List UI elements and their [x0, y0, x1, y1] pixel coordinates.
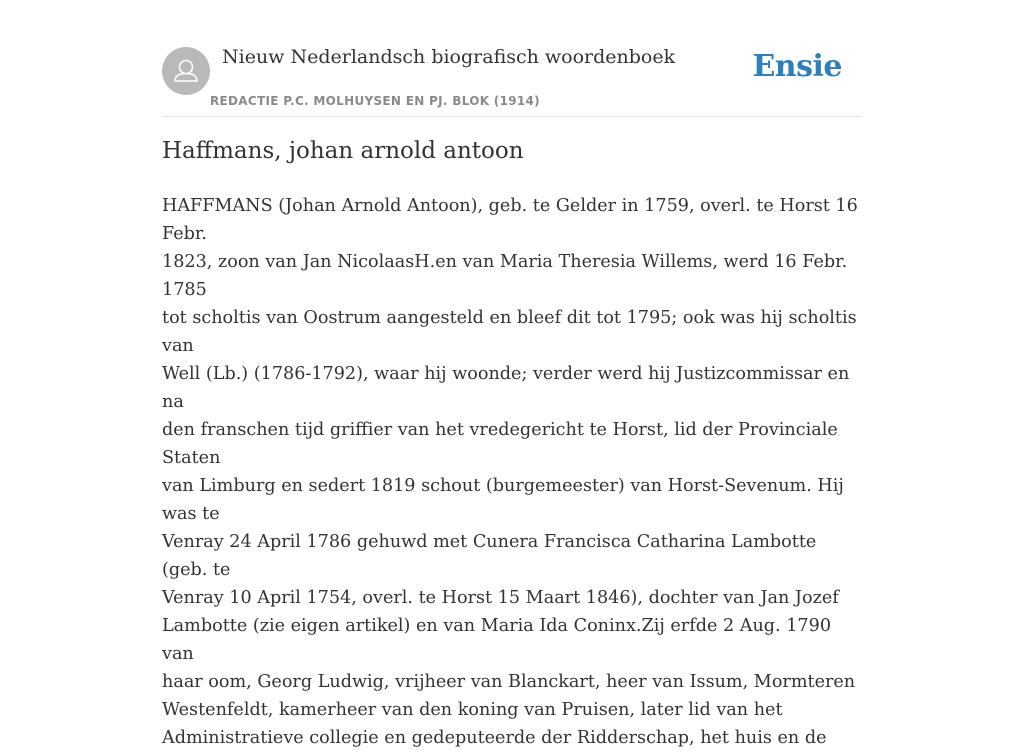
entry-line: Venray 24 April 1786 gehuwd met Cunera Francisca Catharina Lambotte (geb. te: [162, 532, 817, 580]
book-title[interactable]: Nieuw Nederlandsch biografisch woordenboek: [222, 46, 676, 68]
book-editors: REDACTIE P.C. MOLHUYSEN EN PJ. BLOK (1914): [210, 94, 540, 108]
entry-line: van Limburg en sedert 1819 schout (burgemeester) van Horst-Sevenum. Hij was te: [162, 476, 844, 524]
entry-line: Lambotte (zie eigen artikel) en van Maria Ida Coninx.Zij erfde 2 Aug. 1790 van: [162, 616, 832, 664]
entry-line: Westenfeldt, kamerheer van den koning van Pruisen, later lid van het: [162, 700, 783, 720]
entry-line: haar oom, Georg Ludwig, vrijheer van Blanckart, heer van Issum, Mormteren: [162, 672, 856, 692]
entry-body: [162, 192, 862, 752]
user-avatar-icon[interactable]: [162, 47, 210, 95]
entry-title: Haffmans, johan arnold antoon: [162, 138, 524, 164]
entry-line: HAFFMANS (Johan Arnold Antoon), geb. te Gelder in 1759, overl. te Horst 16 Febr.: [162, 196, 858, 244]
entry-line: 1823, zoon van Jan NicolaasH.en van Maria Theresia Willems, werd 16 Febr. 1785: [162, 252, 848, 300]
content-container: [162, 0, 862, 748]
entry-line: Venray 10 April 1754, overl. te Horst 15 Maart 1846), dochter van Jan Jozef: [162, 588, 839, 608]
entry-line: tot scholtis van Oostrum aangesteld en bleef dit tot 1795; ook was hij scholtis van: [162, 308, 857, 356]
source-header: [162, 0, 862, 117]
user-outline-icon: [162, 47, 210, 95]
entry-line: den franschen tijd griffier van het vredegericht te Horst, lid der Provinciale Staten: [162, 420, 838, 468]
ensie-logo[interactable]: Ensie: [752, 49, 842, 84]
entry-line: Administratieve collegie en gedeputeerde der Ridderschap, het huis en de: [162, 728, 827, 748]
entry-line: Well (Lb.) (1786-1792), waar hij woonde; verder werd hij Justizcommissar en na: [162, 364, 850, 412]
